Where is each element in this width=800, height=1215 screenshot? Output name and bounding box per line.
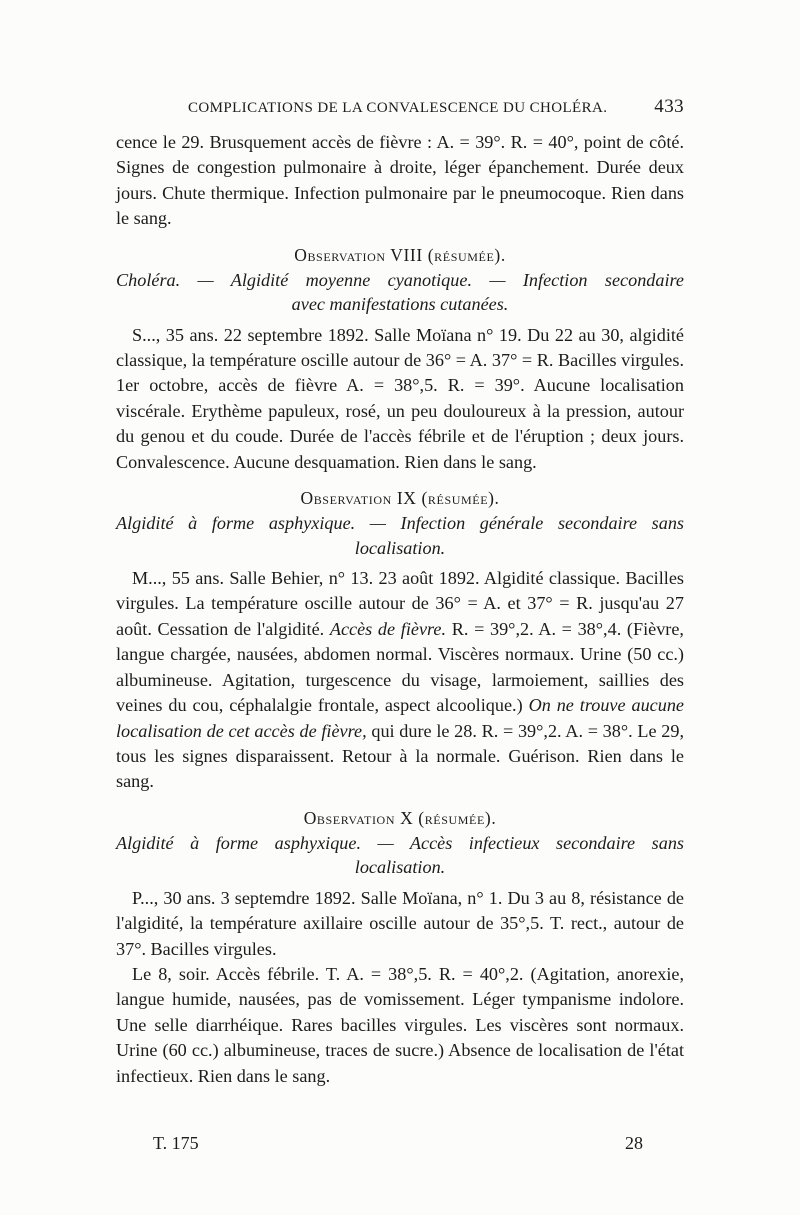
observation-body: P..., 30 ans. 3 septemdre 1892. Salle Moïana, n° 1. Du 3 au 8, résistance de l'algidité, la température axillaire oscille autour de 35°,5. T. rect., autour de 37°. Bacilles virgules. — [116, 887, 684, 959]
observation-heading: Observation X (résumée). — [303, 807, 497, 828]
sheet-number: 28 — [625, 1133, 643, 1153]
running-title: COMPLICATIONS DE LA CONVALESCENCE DU CHOLÉRA. — [188, 100, 608, 116]
case-title-line: Algidité à forme asphyxique. — Accès infectieux secondaire sans — [116, 832, 684, 853]
observation-heading: Observation VIII (résumée). — [294, 244, 506, 265]
page-footer — [153, 1133, 643, 1154]
observation-body: M..., 55 ans. Salle Behier, n° 13. 23 août 1892. Algidité classique. Bacilles virgules. La température oscille autour de 36° = A. et 37° = R. jusqu'au 27 août. Cessation de l'algidité. Accès de fièvre. R. = 39°,2. A. = 38°,4. (Fièvre, langue chargée, nausées, abdomen normal. Viscères normaux. Urine (50 cc.) albumineuse. Agitation, turgescence du visage, larmoiement, saillies des veines du cou, céphalalgie frontale, aspect alcoolique.) On ne trouve aucune localisation de cet accès de fièvre, qui dure le 28. R. = 39°,2. A. = 38°. Le 29, tous les signes disparaissent. Retour à la normale. Guérison. Rien dans le sang. — [116, 568, 685, 792]
observation-body: Le 8, soir. Accès fébrile. T. A. = 38°,5. R. = 40°,2. (Agitation, anorexie, langue humide, nausées, pas de vomissement. Léger tympanisme indolore. Une selle diarrhéique. Rares bacilles virgules. Les viscères sont normaux. Urine (60 cc.) albumineuse, traces de sucre.) Absence de localisation de l'état infectieux. Rien dans le sang. — [116, 963, 684, 1086]
page-number: 433 — [654, 96, 684, 117]
observation-heading: Observation IX (résumée). — [300, 488, 500, 509]
case-title — [116, 268, 684, 317]
case-title — [116, 511, 684, 560]
case-title — [116, 831, 684, 880]
emphasis-text: Accès de fièvre. — [329, 618, 447, 639]
continuation-paragraph: cence le 29. Brusquement accès de fièvre : A. = 39°. R. = 40°, point de côté. Signes de congestion pulmonaire à droite, léger épanchement. Durée deux jours. Chute thermique. Infection pulmonaire par le pneumocoque. Rien dans le sang. — [116, 132, 684, 229]
observation-body: S..., 35 ans. 22 septembre 1892. Salle Moïana n° 19. Du 22 au 30, algidité classique, la température oscille autour de 36° = A. 37° = R. Bacilles virgules. 1er octobre, accès de fièvre A. = 38°,5. R. = 39°. Aucune localisation viscérale. Erythème papuleux, rosé, un peu douloureux à la pression, autour du genou et du coude. Durée de l'accès fébrile et de l'éruption ; deux jours. Convalescence. Aucune desquamation. Rien dans le sang. — [116, 324, 684, 472]
case-title-line: localisation. — [354, 537, 446, 558]
case-title-line: Algidité à forme asphyxique. — Infection générale secondaire sans — [116, 513, 684, 534]
signature-mark: T. 175 — [153, 1133, 199, 1153]
emphasis-text: On ne trouve aucune localisation de cet accès de fièvre, — [116, 695, 685, 741]
text-block — [116, 96, 684, 1089]
running-header — [116, 96, 684, 130]
case-title-line: Choléra. — Algidité moyenne cyanotique. — Infection secondaire — [116, 269, 684, 290]
case-title-line: avec manifestations cutanées. — [291, 294, 509, 315]
case-title-line: localisation. — [354, 857, 446, 878]
